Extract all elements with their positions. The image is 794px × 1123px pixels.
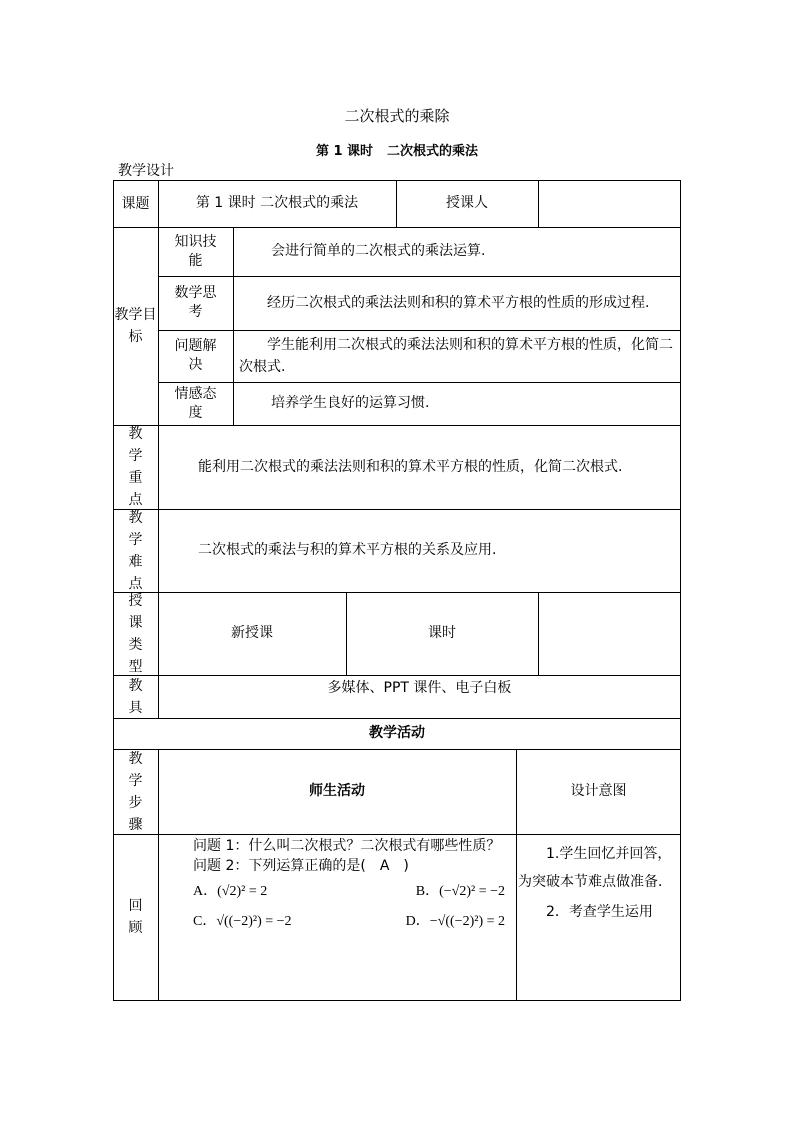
document-subtitle (0, 140, 794, 159)
goal-text-problem-solving: 学生能利用二次根式的乘法法则和积的算术平方根的性质，化简二次根式. (239, 337, 673, 375)
design-intent-2: 2．考查学生运用 (546, 904, 653, 920)
review-question-2: 问题 2：下列运算正确的是( A ) (193, 858, 409, 874)
goal-label-problem-solving: 问题解决 (174, 338, 217, 373)
document-title: 二次根式的乘除 (344, 107, 450, 125)
goal-text-attitude: 培养学生良好的运算习惯. (271, 395, 430, 412)
option-d: D．−√((−2)²) = 2 (405, 914, 505, 929)
option-a: A．(√2)² = 2 (193, 884, 268, 899)
topic-label: 课题 (121, 195, 150, 212)
teacher-value (538, 180, 681, 227)
goal-text-knowledge: 会进行简单的二次根式的乘法运算. (271, 243, 486, 260)
review-questions (193, 836, 511, 932)
class-hours-label: 课时 (428, 625, 456, 642)
review-question-1: 问题 1：什么叫二次根式？二次根式有哪些性质？ (193, 838, 501, 854)
teacher-student-activity-label: 师生活动 (309, 783, 365, 800)
activities-header: 教学活动 (369, 725, 425, 742)
goal-label-attitude: 情感态度 (174, 385, 217, 421)
goal-text-thinking: 经历二次根式的乘法法则和积的算术平方根的性质的形成过程. (267, 295, 650, 311)
topic-value: 第 1 课时 二次根式的乘法 (195, 195, 359, 212)
option-b: B．(−√2)² = −2 (415, 884, 505, 899)
goals-label: 教学目标 (114, 307, 157, 345)
class-hours-value (538, 592, 681, 675)
key-points-label: 教学重点 (128, 426, 143, 508)
subtitle-topic: 二次根式的乘法 (387, 144, 479, 159)
difficulties-label: 教学难点 (128, 509, 143, 592)
goal-label-knowledge: 知识技能 (174, 233, 217, 269)
subtitle-lesson: 第 1 课时 (315, 144, 374, 159)
tools-label: 教具 (128, 677, 143, 716)
key-points-text: 能利用二次根式的乘法法则和积的算术平方根的性质，化简二次根式. (198, 458, 623, 475)
review-design-intent (518, 840, 678, 926)
goal-label-thinking: 数学思考 (174, 285, 217, 320)
tools-value: 多媒体、PPT 课件、电子白板 (327, 680, 512, 696)
lesson-type-label: 授课类型 (128, 592, 143, 675)
design-intent-1: 1.学生回忆并回答，为突破本节难点做准备． (518, 846, 672, 890)
review-label: 回顾 (128, 898, 143, 936)
design-intent-label: 设计意图 (570, 783, 627, 800)
lesson-type-value: 新授课 (231, 625, 273, 642)
teacher-label: 授课人 (446, 195, 488, 212)
difficulties-text: 二次根式的乘法与积的算术平方根的关系及应用. (198, 542, 497, 559)
option-c: C．√((−2)²) = −2 (193, 914, 292, 929)
steps-label: 教学步骤 (128, 750, 143, 833)
table-caption: 教学设计 (118, 163, 174, 179)
lesson-plan-table (113, 180, 681, 1000)
